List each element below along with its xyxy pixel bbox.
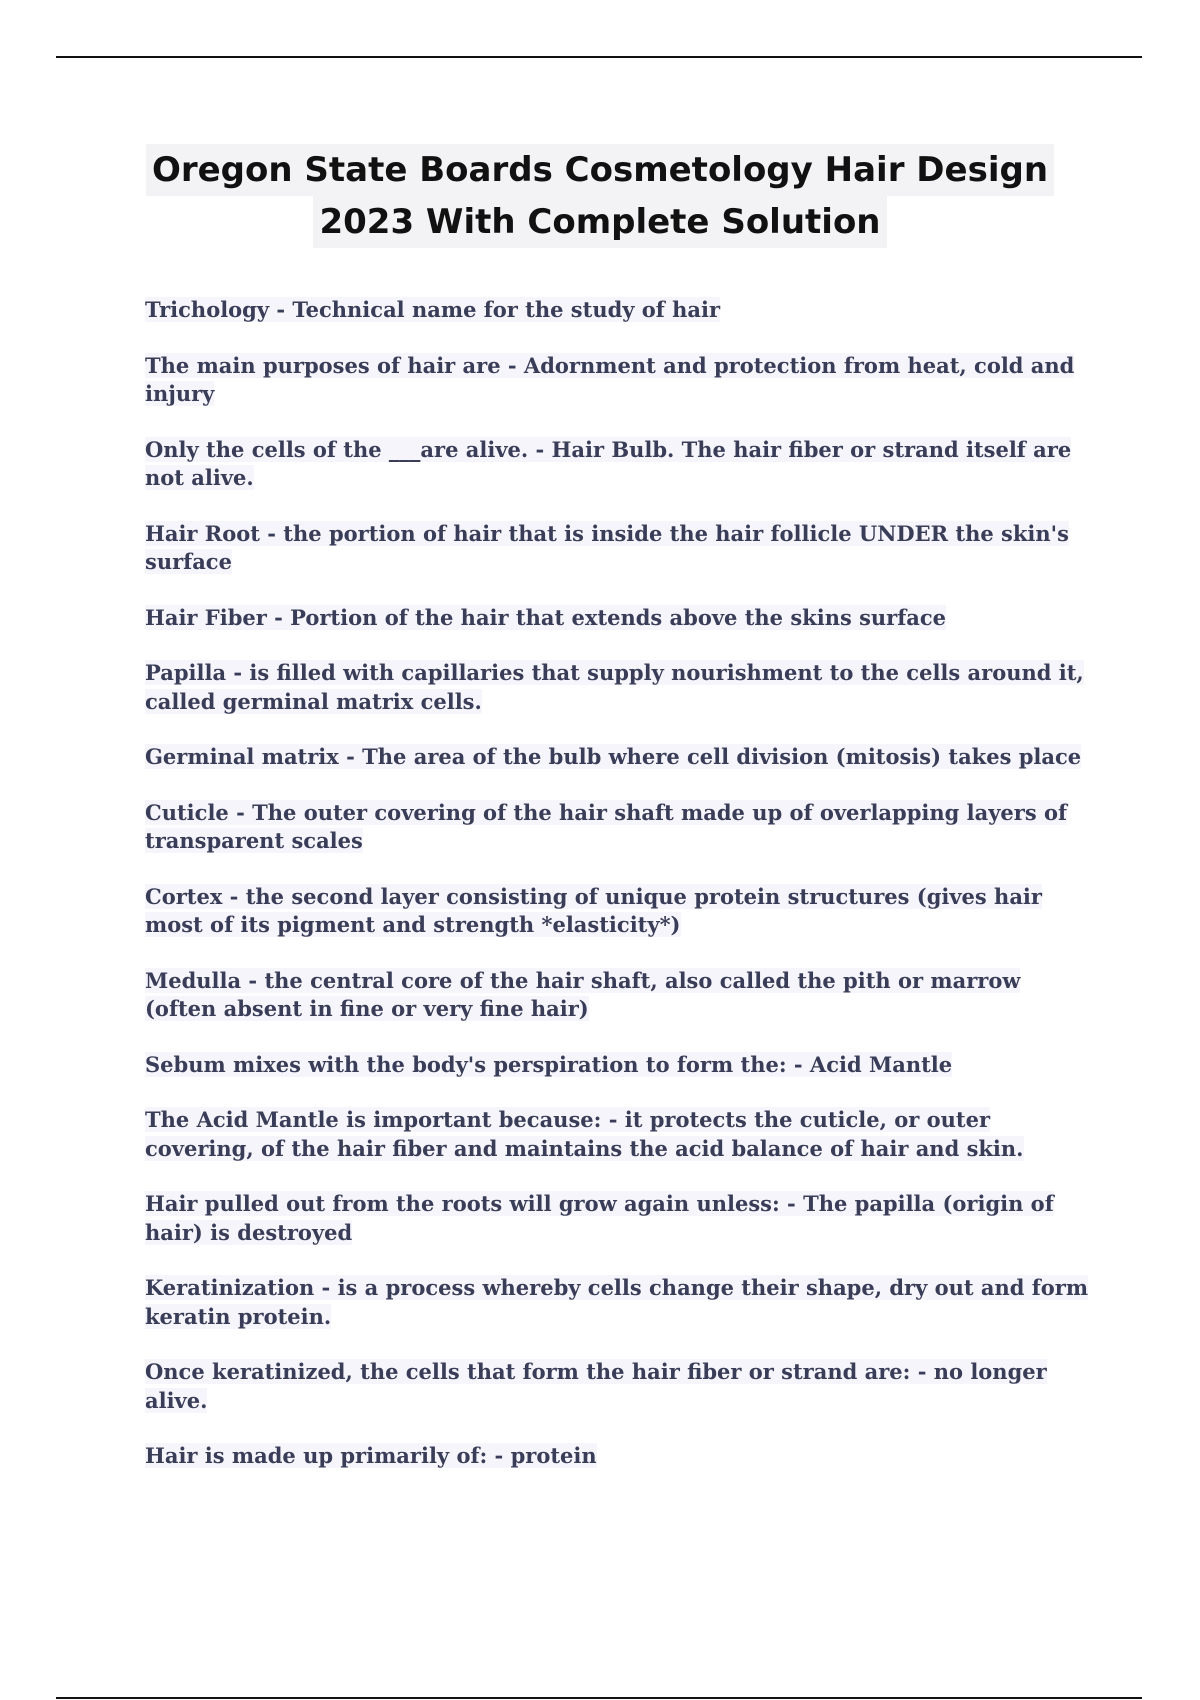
qa-item: The Acid Mantle is important because: - it protects the cuticle, or outer covering, of the hair fiber and maintains the acid balance of hair and skin. — [145, 1107, 1024, 1161]
qa-item: Cortex - the second layer consisting of unique protein structures (gives hair most of its pigment and strength *elasticity*) — [145, 883, 1042, 937]
qa-item: Cuticle - The outer covering of the hair shaft made up of overlapping layers of transparent scales — [145, 799, 1068, 853]
qa-item: Trichology - Technical name for the study of hair — [145, 297, 721, 322]
qa-list — [145, 296, 1095, 1498]
title-line-1: Oregon State Boards Cosmetology Hair Design — [146, 144, 1054, 196]
qa-item: Hair Root - the portion of hair that is inside the hair follicle UNDER the skin's surface — [145, 520, 1069, 574]
qa-item: The main purposes of hair are - Adornment and protection from heat, cold and injury — [145, 352, 1075, 406]
document-title — [0, 144, 1200, 248]
qa-item: Once keratinized, the cells that form the hair fiber or strand are: - no longer alive. — [145, 1359, 1047, 1413]
qa-item: Hair Fiber - Portion of the hair that extends above the skins surface — [145, 604, 947, 630]
top-rule — [56, 56, 1142, 58]
qa-item: Keratinization - is a process whereby cells change their shape, dry out and form keratin protein. — [145, 1275, 1089, 1329]
qa-item: Sebum mixes with the body's perspiration to form the: - Acid Mantle — [145, 1051, 953, 1077]
qa-item: Hair is made up primarily of: - protein — [145, 1443, 597, 1468]
qa-item: Papilla - is filled with capillaries that supply nourishment to the cells around it, called germinal matrix cells. — [145, 660, 1084, 714]
bottom-rule — [56, 1697, 1142, 1699]
qa-item: Only the cells of the ___are alive. - Hair Bulb. The hair fiber or strand itself are not alive. — [145, 436, 1072, 490]
qa-item: Medulla - the central core of the hair shaft, also called the pith or marrow (often absent in fine or very fine hair) — [145, 967, 1021, 1021]
title-line-2: 2023 With Complete Solution — [313, 196, 886, 248]
qa-item: Hair pulled out from the roots will grow again unless: - The papilla (origin of hair) is destroyed — [145, 1191, 1054, 1245]
qa-item: Germinal matrix - The area of the bulb where cell division (mitosis) takes place — [145, 744, 1082, 769]
